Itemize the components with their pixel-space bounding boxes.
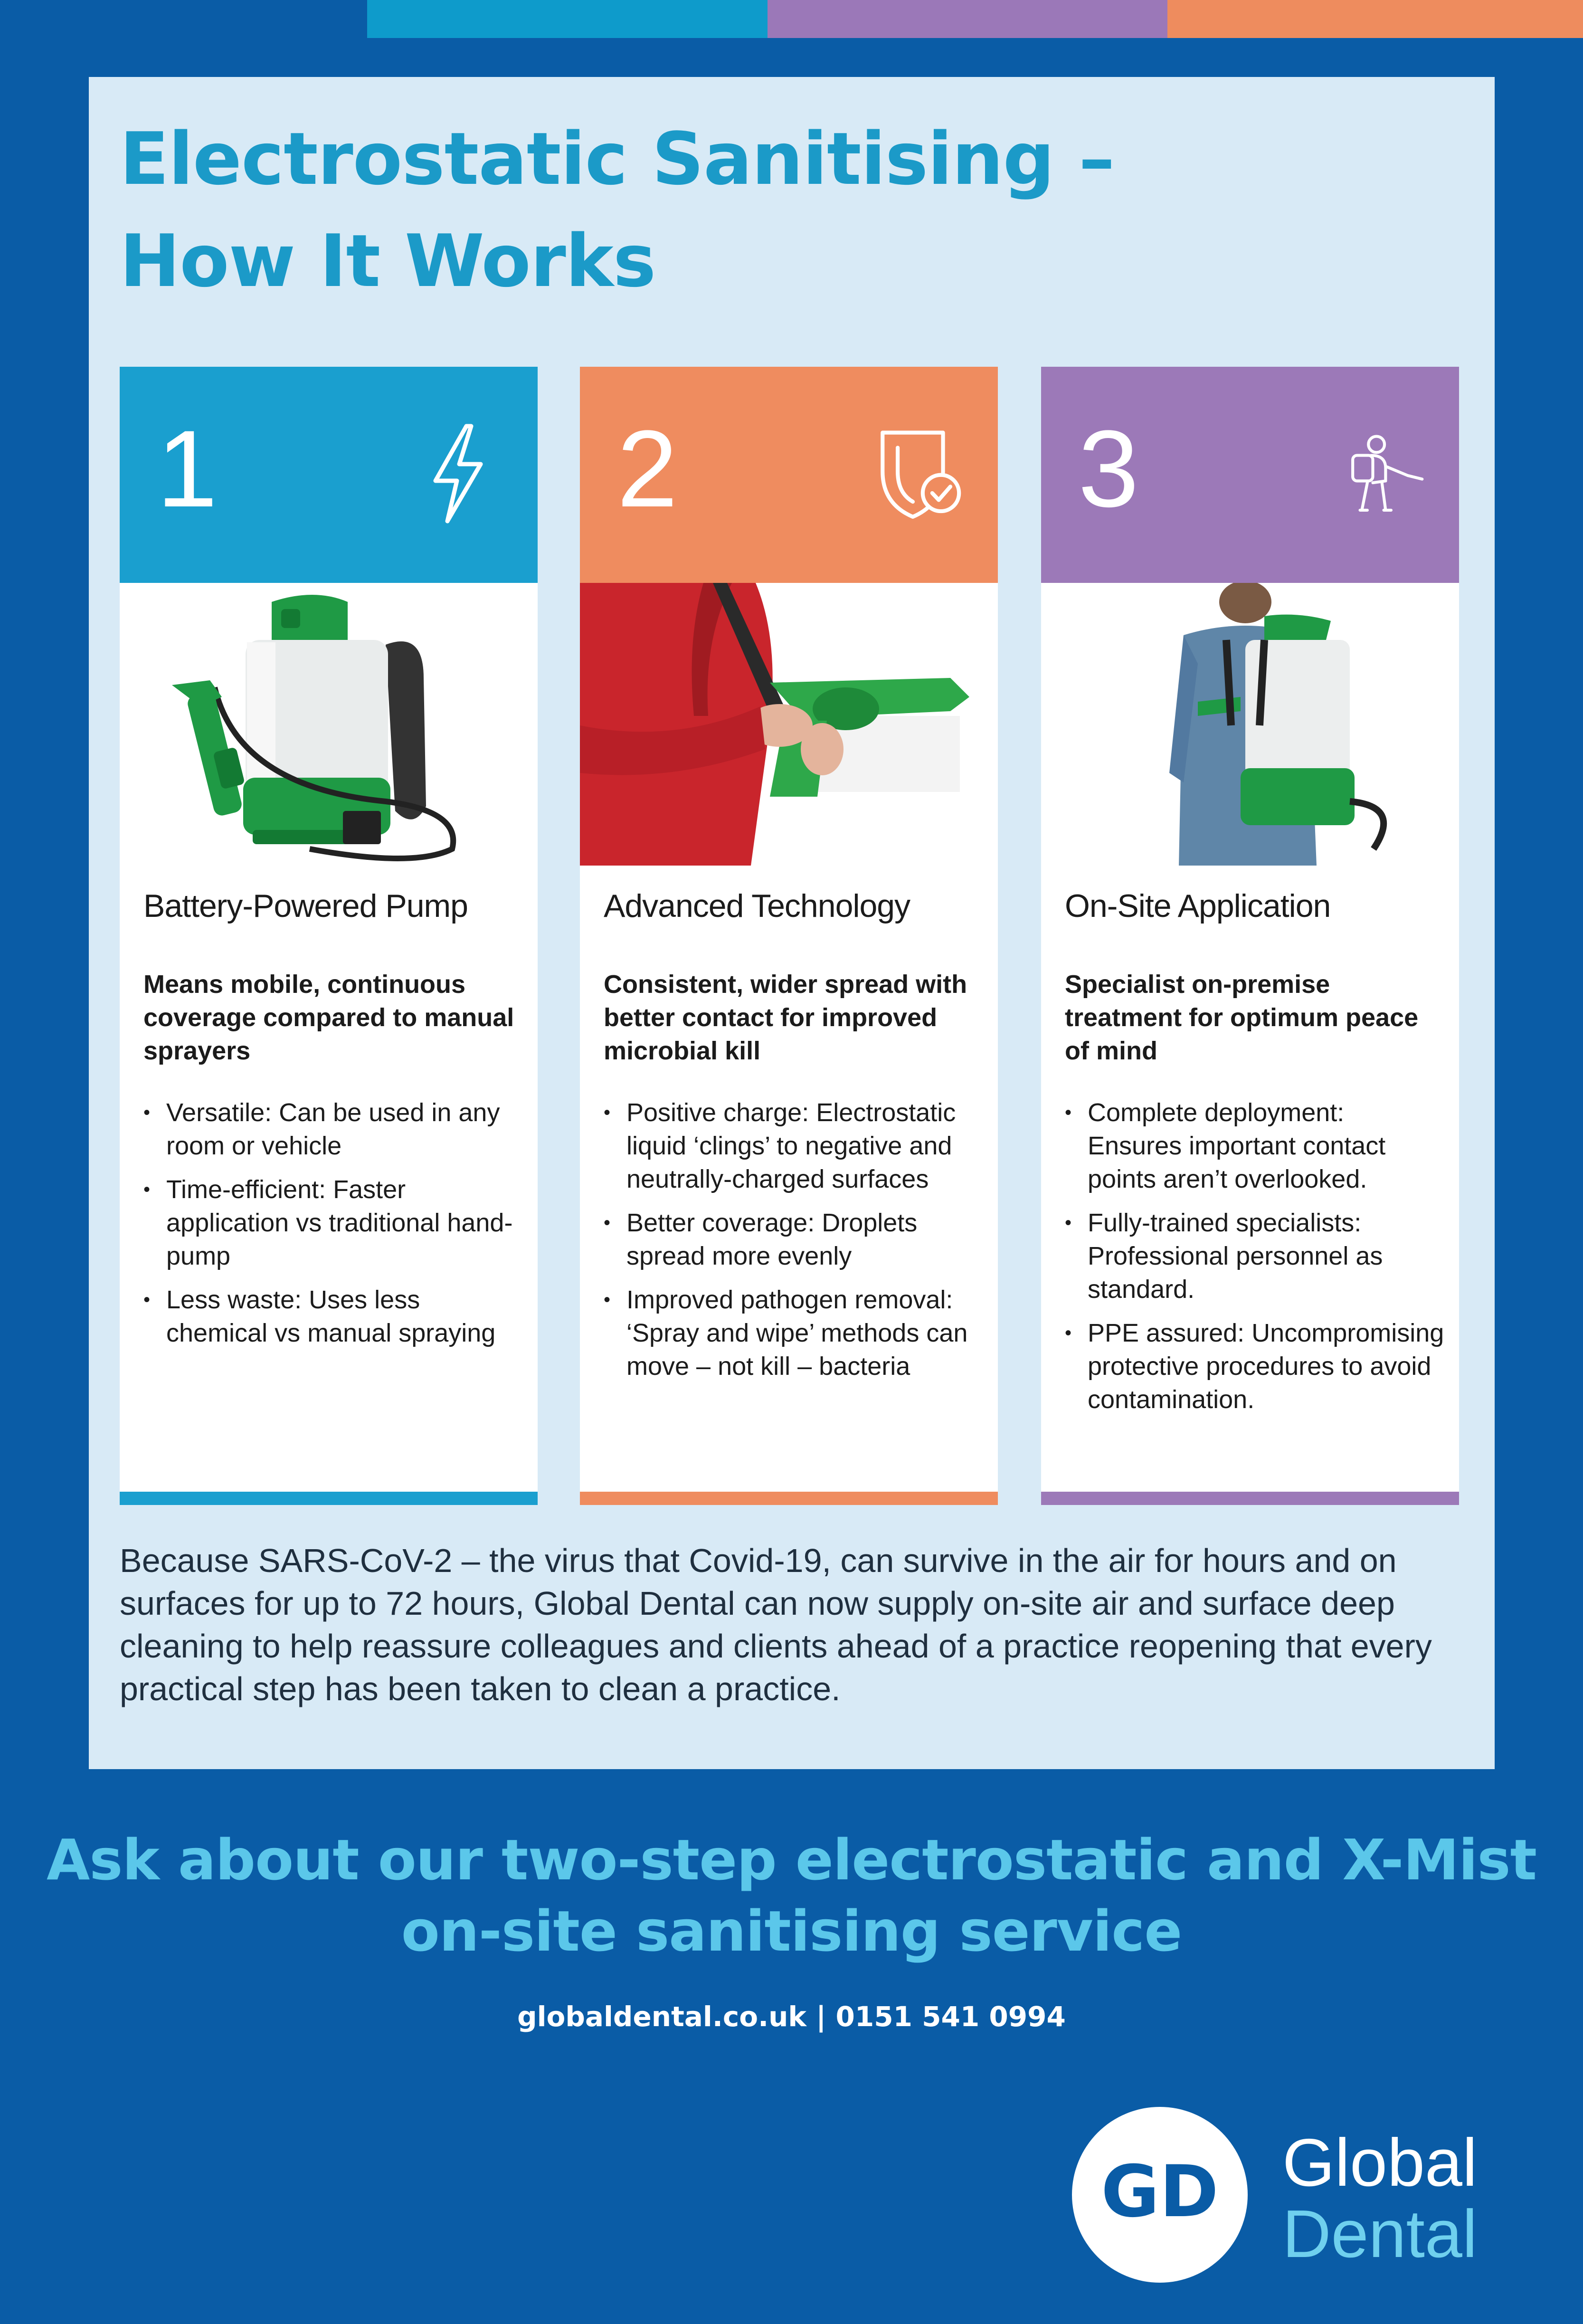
page-title xyxy=(120,108,1114,312)
brand-word-global: Global xyxy=(1282,2125,1478,2200)
cta-line-1: Ask about our two-step electrostatic and X-Mist xyxy=(46,1827,1537,1893)
title-line-2: How It Works xyxy=(120,219,656,303)
card-footer-bar xyxy=(580,1492,998,1505)
card-header xyxy=(580,367,998,583)
backpack-sprayer-image xyxy=(120,583,538,866)
card-footer-bar xyxy=(1041,1492,1459,1505)
lightning-icon xyxy=(409,419,504,528)
top-stripe-blue xyxy=(367,0,768,38)
cta-line-2: on-site sanitising service xyxy=(401,1898,1182,1964)
step-number: 1 xyxy=(157,408,218,530)
info-panel xyxy=(89,77,1495,1769)
body-paragraph: Because SARS-CoV-2 – the virus that Covid-19, can survive in the air for hours and on surfaces for up to 72 hours, Global Dental can now supply on-site air and surface deep cleaning to help reassure colleagues and clients ahead of a practice reopening that every practical step has been taken to clean a practice. xyxy=(120,1542,1432,1707)
list-item: • Better coverage: Droplets spread more evenly xyxy=(604,1206,984,1273)
list-item: • Fully-trained specialists: Professional personnel as standard. xyxy=(1065,1206,1445,1306)
card-subtitle: Means mobile, continuous coverage compared to manual sprayers xyxy=(143,970,514,1065)
card-footer-bar xyxy=(120,1492,538,1505)
logo-monogram: GD xyxy=(1101,2151,1219,2233)
contact-info[interactable]: globaldental.co.uk | 0151 541 0994 xyxy=(517,2000,1066,2033)
call-to-action xyxy=(0,1824,1583,1967)
brand-wordmark xyxy=(1282,2127,1477,2270)
technician-backpack-image xyxy=(1041,583,1459,866)
global-dental-logo-icon xyxy=(1071,2106,1249,2284)
card-header xyxy=(1041,367,1459,583)
step-number: 3 xyxy=(1078,408,1139,530)
list-item: • Complete deployment: Ensures important contact points aren’t overlooked. xyxy=(1065,1096,1445,1196)
top-stripe-orange xyxy=(1167,0,1583,38)
step-card-2 xyxy=(580,367,998,1505)
card-title: On-Site Application xyxy=(1065,888,1331,924)
step-card-1 xyxy=(120,367,538,1505)
top-stripe-purple xyxy=(768,0,1167,38)
card-header xyxy=(120,367,538,583)
handheld-sprayer-image xyxy=(580,583,998,866)
card-title: Battery-Powered Pump xyxy=(143,888,468,924)
card-subtitle: Consistent, wider spread with better contact for improved microbial kill xyxy=(604,970,967,1065)
step-card-3 xyxy=(1041,367,1459,1505)
feature-list xyxy=(604,1096,984,1393)
card-title: Advanced Technology xyxy=(604,888,910,924)
feature-list xyxy=(1065,1096,1445,1427)
brand-word-dental: Dental xyxy=(1282,2196,1478,2272)
sprayer-person-icon xyxy=(1331,419,1426,528)
list-item: • Less waste: Uses less chemical vs manual spraying xyxy=(143,1283,523,1350)
card-subtitle: Specialist on-premise treatment for optimum peace of mind xyxy=(1065,970,1419,1065)
list-item: • PPE assured: Uncompromising protective procedures to avoid contamination. xyxy=(1065,1316,1445,1416)
feature-list xyxy=(143,1096,523,1360)
shield-check-icon xyxy=(870,419,965,528)
list-item: • Positive charge: Electrostatic liquid ‘clings’ to negative and neutrally-charged surfaces xyxy=(604,1096,984,1196)
list-item: • Time-efficient: Faster application vs traditional hand-pump xyxy=(143,1173,523,1273)
list-item: • Improved pathogen removal: ‘Spray and wipe’ methods can move – not kill – bacteria xyxy=(604,1283,984,1383)
step-number: 2 xyxy=(617,408,678,530)
title-line-1: Electrostatic Sanitising – xyxy=(120,117,1115,201)
list-item: • Versatile: Can be used in any room or vehicle xyxy=(143,1096,523,1162)
